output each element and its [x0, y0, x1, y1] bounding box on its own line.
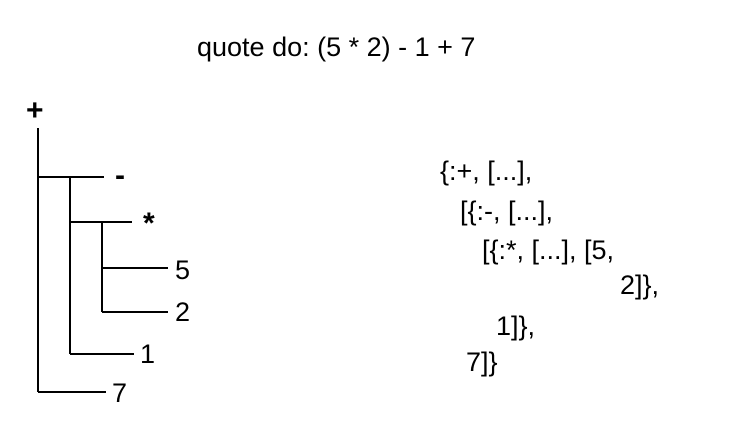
node-plus: + — [26, 94, 44, 127]
ast-line-2: [{:-, [...], — [460, 196, 554, 226]
leaf-7: 7 — [112, 378, 128, 408]
ast-line-6: 7]} — [466, 347, 498, 377]
ast-line-5: 1]}, — [496, 311, 536, 341]
diagram-title: quote do: (5 * 2) - 1 + 7 — [197, 32, 476, 62]
leaf-5: 5 — [175, 255, 191, 285]
node-minus: - — [115, 159, 125, 192]
ast-line-4: 2]}, — [620, 270, 660, 300]
leaf-2: 2 — [175, 297, 191, 327]
node-times: * — [143, 207, 155, 240]
ast-line-3: [{:*, [...], [5, — [482, 235, 615, 265]
ast-line-1: {:+, [...], — [440, 156, 533, 186]
leaf-1: 1 — [140, 339, 156, 369]
